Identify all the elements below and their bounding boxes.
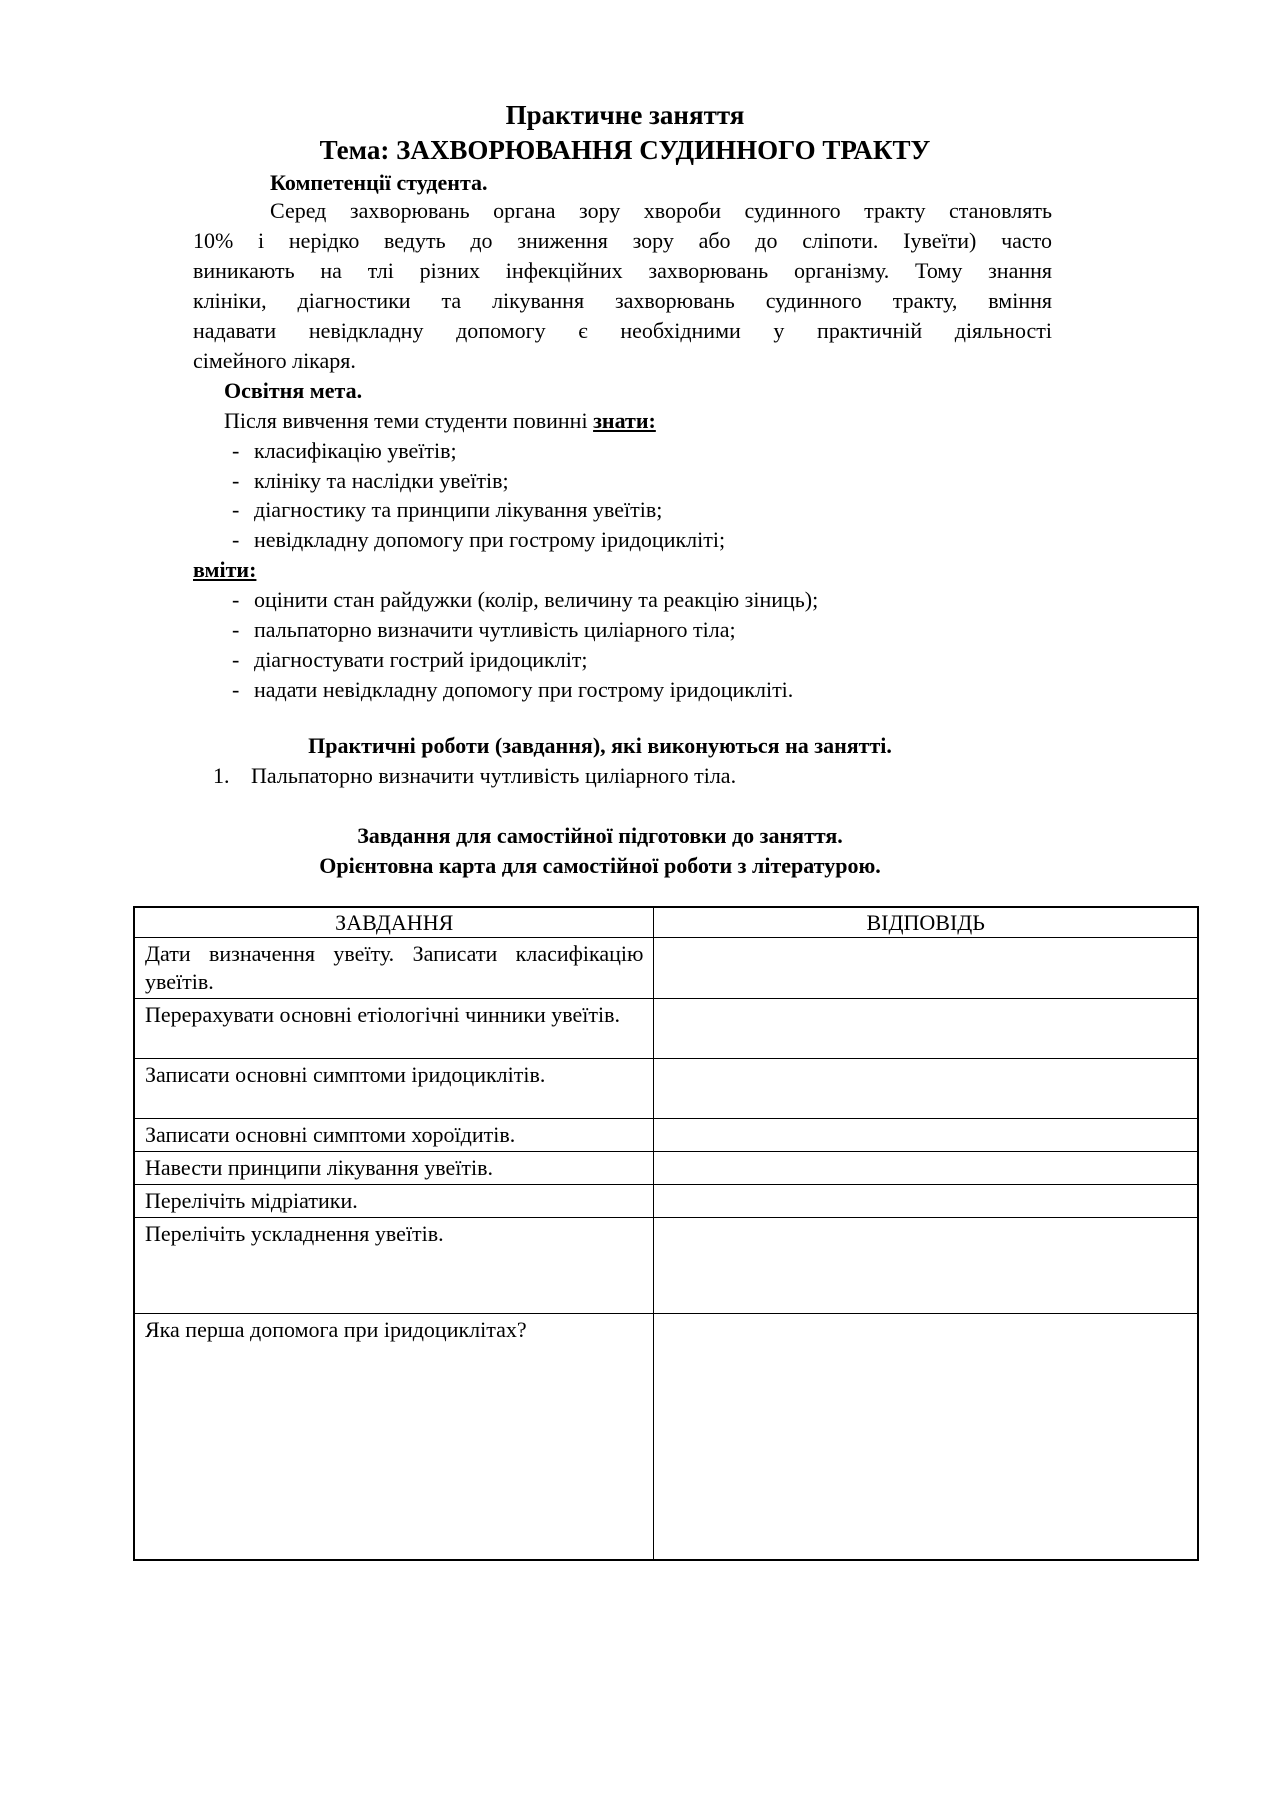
column-header-answer: ВІДПОВІДЬ xyxy=(654,907,1198,938)
competence-line-5: надавати невідкладну допомогу є необхідними у практичній діяльності xyxy=(193,318,1052,343)
answer-cell[interactable] xyxy=(654,999,1198,1059)
skill-item: - оцінити стан райдужки (колір, величину та реакцію зіниць); xyxy=(232,587,819,612)
answer-cell[interactable] xyxy=(654,1059,1198,1119)
column-header-task: ЗАВДАННЯ xyxy=(134,907,654,938)
skill-item: - надати невідкладну допомогу при гострому іридоцикліті. xyxy=(232,677,794,702)
competence-line-4: клініки, діагностики та лікування захворювань судинного тракту, вміння xyxy=(193,288,1052,313)
table-row xyxy=(134,938,1198,999)
competence-line-3: виникають на тлі різних інфекційних захворювань організму. Тому знання xyxy=(193,258,1052,283)
know-item: - класифікацію увеїтів; xyxy=(232,438,457,463)
practical-item: 1. Пальпаторно визначити чутливість циліарного тіла. xyxy=(213,763,737,788)
know-item: - невідкладну допомогу при гострому іридоцикліті; xyxy=(232,527,726,552)
table-row xyxy=(134,1152,1198,1185)
task-cell: Навести принципи лікування увеїтів. xyxy=(134,1152,654,1185)
task-cell: Дати визначення увеїту. Записати класифікацію увеїтів. xyxy=(134,938,654,999)
know-intro-line xyxy=(224,408,656,434)
competence-heading: Компетенції студента. xyxy=(270,170,488,195)
task-table xyxy=(133,906,1199,1561)
task-cell: Перерахувати основні етіологічні чинники увеїтів. xyxy=(134,999,654,1059)
answer-cell[interactable] xyxy=(654,1185,1198,1218)
practical-heading: Практичні роботи (завдання), які виконуються на занятті. xyxy=(308,733,892,758)
task-cell: Перелічіть ускладнення увеїтів. xyxy=(134,1218,654,1314)
answer-cell[interactable] xyxy=(654,1218,1198,1314)
skill-item: - пальпаторно визначити чутливість циліарного тіла; xyxy=(232,617,736,642)
skill-label: вміти: xyxy=(193,557,257,582)
competence-line-6: сімейного лікаря. xyxy=(193,348,356,373)
document-title: Практичне заняття xyxy=(505,100,745,130)
self-prep-subheading: Орієнтовна карта для самостійної роботи з літературою. xyxy=(319,853,881,878)
answer-cell[interactable] xyxy=(654,1119,1198,1152)
table-row xyxy=(134,1218,1198,1314)
know-label: знати: xyxy=(593,408,656,433)
edu-heading: Освітня мета. xyxy=(224,378,363,403)
task-cell: Записати основні симптоми іридоциклітів. xyxy=(134,1059,654,1119)
answer-cell[interactable] xyxy=(654,1314,1198,1560)
answer-cell[interactable] xyxy=(654,1152,1198,1185)
know-intro: Після вивчення теми студенти повинні xyxy=(224,408,594,433)
table-row xyxy=(134,999,1198,1059)
know-item: - діагностику та принципи лікування увеїтів; xyxy=(232,497,663,522)
topic-title: Тема: ЗАХВОРЮВАННЯ СУДИННОГО ТРАКТУ xyxy=(319,135,931,165)
table-header-row xyxy=(134,907,1198,938)
know-item: - клініку та наслідки увеїтів; xyxy=(232,468,509,493)
competence-paragraph xyxy=(193,198,1052,374)
competence-line-1: Серед захворювань органа зору хвороби судинного тракту становлять xyxy=(270,198,1052,223)
answer-cell[interactable] xyxy=(654,938,1198,999)
task-cell: Записати основні симптоми хороїдитів. xyxy=(134,1119,654,1152)
competence-line-2: 10% і нерідко ведуть до зниження зору або до сліпоти. Іувеїти) часто xyxy=(193,228,1052,253)
task-cell: Яка перша допомога при іридоциклітах? xyxy=(134,1314,654,1560)
table-row xyxy=(134,1185,1198,1218)
table-row xyxy=(134,1059,1198,1119)
task-cell: Перелічіть мідріатики. xyxy=(134,1185,654,1218)
table-row xyxy=(134,1119,1198,1152)
skill-item: - діагностувати гострий іридоцикліт; xyxy=(232,647,588,672)
table-row xyxy=(134,1314,1198,1560)
self-prep-heading: Завдання для самостійної підготовки до заняття. xyxy=(357,823,843,848)
